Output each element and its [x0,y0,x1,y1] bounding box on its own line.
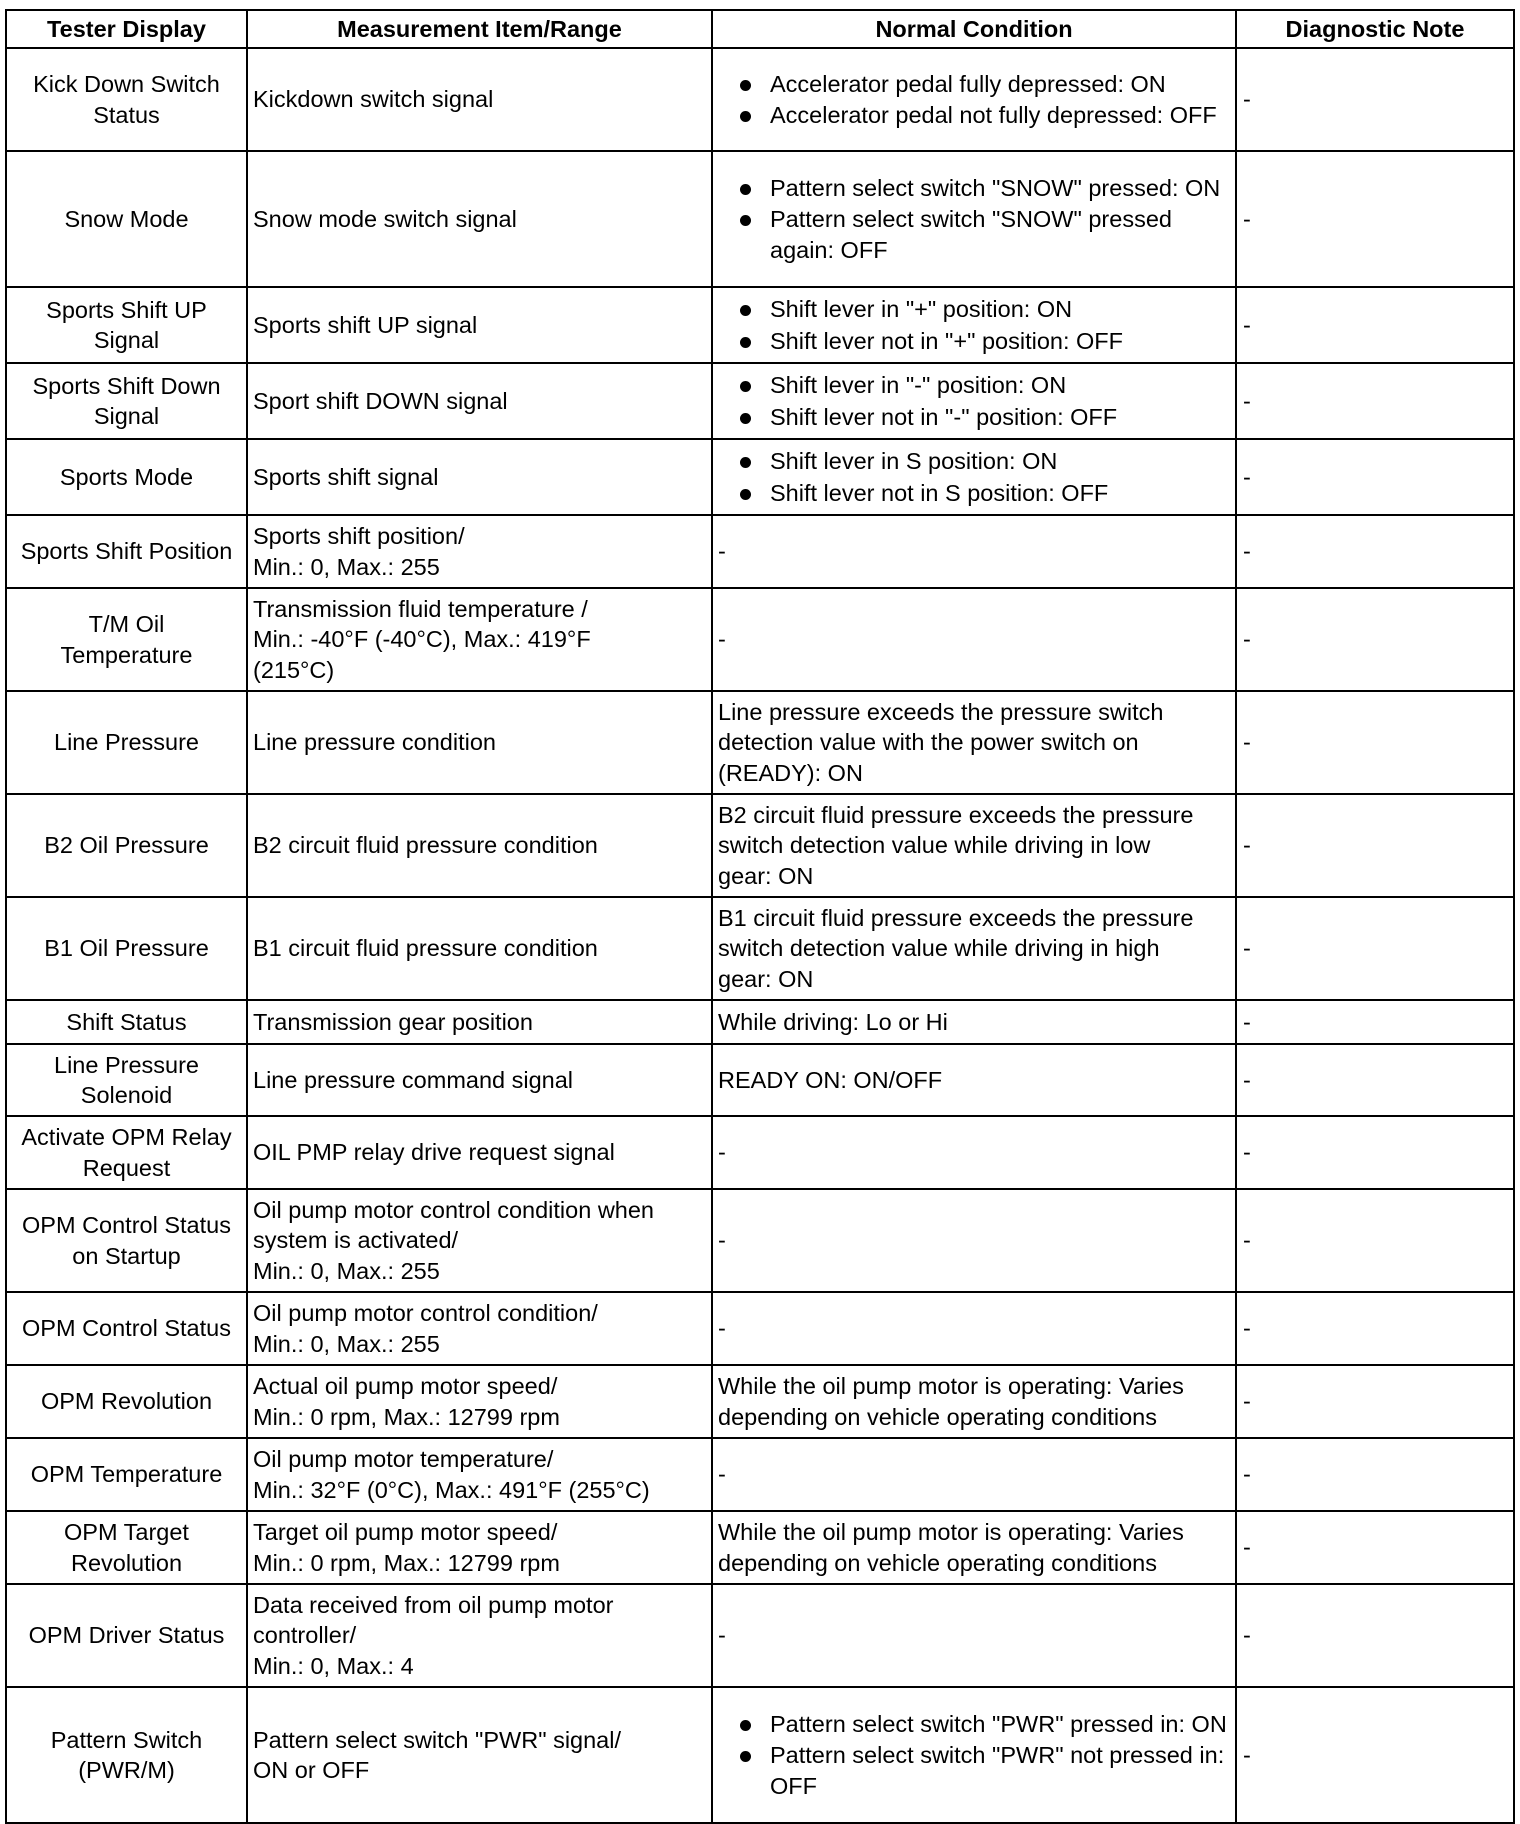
diagnostic-note-cell: - [1236,1189,1514,1292]
normal-condition-cell [712,1687,1236,1823]
condition-list-item: Pattern select switch "SNOW" pressed: ON [718,173,1230,203]
table-row [6,287,1514,363]
table-row [6,1292,1514,1365]
diagnostic-note-cell: - [1236,48,1514,151]
tester-display-cell: Activate OPM Relay Request [6,1116,247,1189]
measurement-cell: Target oil pump motor speed/ Min.: 0 rpm, Max.: 12799 rpm [247,1511,712,1584]
measurement-cell: Oil pump motor temperature/ Min.: 32°F (0°C), Max.: 491°F (255°C) [247,1438,712,1511]
condition-list-item: Pattern select switch "PWR" pressed in: ON [718,1709,1230,1739]
diagnostic-note-cell: - [1236,363,1514,439]
measurement-cell: Kickdown switch signal [247,48,712,151]
condition-list-item: Pattern select switch "PWR" not pressed in: OFF [718,1740,1230,1800]
table-row [6,1687,1514,1823]
condition-list-item: Shift lever not in "+" position: OFF [718,326,1230,356]
table-row [6,515,1514,588]
condition-list-item: Accelerator pedal fully depressed: ON [718,69,1230,99]
diagnostic-note-cell: - [1236,691,1514,794]
diagnostic-note-cell: - [1236,151,1514,287]
condition-list-item: Accelerator pedal not fully depressed: OFF [718,100,1230,130]
measurement-cell: Snow mode switch signal [247,151,712,287]
measurement-cell: OIL PMP relay drive request signal [247,1116,712,1189]
table-row [6,48,1514,151]
table-row [6,363,1514,439]
diagnostic-note-cell: - [1236,1584,1514,1687]
tester-display-cell: OPM Target Revolution [6,1511,247,1584]
tester-display-cell: Pattern Switch (PWR/M) [6,1687,247,1823]
diagnostic-note-cell: - [1236,1365,1514,1438]
condition-list-item: Shift lever in "-" position: ON [718,370,1230,400]
diagnostic-note-cell: - [1236,794,1514,897]
diagnostic-note-cell: - [1236,1511,1514,1584]
tester-display-cell: Sports Shift Down Signal [6,363,247,439]
measurement-cell: B1 circuit fluid pressure condition [247,897,712,1000]
tester-display-cell: Line Pressure [6,691,247,794]
tester-display-cell: OPM Control Status on Startup [6,1189,247,1292]
condition-list-item: Shift lever not in S position: OFF [718,478,1230,508]
table-row [6,588,1514,691]
tester-display-cell: T/M Oil Temperature [6,588,247,691]
header-measurement-item: Measurement Item/Range [247,10,712,48]
measurement-cell: Sports shift UP signal [247,287,712,363]
condition-list [718,370,1230,431]
normal-condition-cell: While driving: Lo or Hi [712,1000,1236,1044]
table-body [6,48,1514,1823]
normal-condition-cell: READY ON: ON/OFF [712,1044,1236,1116]
table-row [6,1044,1514,1116]
diagnostic-note-cell: - [1236,287,1514,363]
normal-condition-cell: Line pressure exceeds the pressure switch detection value with the power switch on (READY): ON [712,691,1236,794]
diagnostic-note-cell: - [1236,1000,1514,1044]
measurement-cell: Line pressure command signal [247,1044,712,1116]
table-row [6,151,1514,287]
table-row [6,794,1514,897]
normal-condition-cell: B1 circuit fluid pressure exceeds the pressure switch detection value while driving in high gear: ON [712,897,1236,1000]
condition-list [718,294,1230,355]
tester-display-cell: B1 Oil Pressure [6,897,247,1000]
tester-display-cell: OPM Control Status [6,1292,247,1365]
normal-condition-cell: - [712,1292,1236,1365]
tester-display-cell: Snow Mode [6,151,247,287]
normal-condition-cell [712,363,1236,439]
normal-condition-cell [712,287,1236,363]
tester-display-cell: OPM Revolution [6,1365,247,1438]
table-row [6,1189,1514,1292]
tester-display-cell: Shift Status [6,1000,247,1044]
diagnostic-note-cell: - [1236,1687,1514,1823]
measurement-cell: Data received from oil pump motor controller/ Min.: 0, Max.: 4 [247,1584,712,1687]
measurement-cell: Oil pump motor control condition/ Min.: 0, Max.: 255 [247,1292,712,1365]
tester-display-cell: OPM Temperature [6,1438,247,1511]
normal-condition-cell [712,48,1236,151]
data-table [5,9,1515,1824]
condition-list [718,1709,1230,1800]
measurement-cell: Actual oil pump motor speed/ Min.: 0 rpm, Max.: 12799 rpm [247,1365,712,1438]
measurement-cell: Oil pump motor control condition when system is activated/ Min.: 0, Max.: 255 [247,1189,712,1292]
tester-display-cell: Sports Shift UP Signal [6,287,247,363]
table-row [6,439,1514,515]
table-row [6,1116,1514,1189]
normal-condition-cell: - [712,1189,1236,1292]
normal-condition-cell: - [712,1438,1236,1511]
table-row [6,897,1514,1000]
diagnostic-note-cell: - [1236,1438,1514,1511]
condition-list [718,69,1230,130]
condition-list-item: Shift lever in "+" position: ON [718,294,1230,324]
diagnostic-note-cell: - [1236,897,1514,1000]
condition-list [718,446,1230,507]
measurement-cell: Sports shift signal [247,439,712,515]
normal-condition-cell: B2 circuit fluid pressure exceeds the pressure switch detection value while driving in low gear: ON [712,794,1236,897]
table-row [6,1000,1514,1044]
normal-condition-cell: While the oil pump motor is operating: Varies depending on vehicle operating conditions [712,1511,1236,1584]
normal-condition-cell: - [712,515,1236,588]
measurement-cell: Transmission fluid temperature / Min.: -40°F (-40°C), Max.: 419°F (215°C) [247,588,712,691]
normal-condition-cell [712,439,1236,515]
table-row [6,1438,1514,1511]
diagnostic-note-cell: - [1236,1116,1514,1189]
diagnostic-note-cell: - [1236,588,1514,691]
normal-condition-cell: While the oil pump motor is operating: Varies depending on vehicle operating conditions [712,1365,1236,1438]
tester-display-cell: B2 Oil Pressure [6,794,247,897]
measurement-cell: Sport shift DOWN signal [247,363,712,439]
tester-display-cell: Line Pressure Solenoid [6,1044,247,1116]
measurement-cell: Pattern select switch "PWR" signal/ ON or OFF [247,1687,712,1823]
measurement-cell: Transmission gear position [247,1000,712,1044]
tester-display-cell: Kick Down Switch Status [6,48,247,151]
tester-display-cell: Sports Mode [6,439,247,515]
diagnostic-note-cell: - [1236,1044,1514,1116]
header-tester-display: Tester Display [6,10,247,48]
table-row [6,1511,1514,1584]
measurement-cell: B2 circuit fluid pressure condition [247,794,712,897]
header-normal-condition: Normal Condition [712,10,1236,48]
table-row [6,1365,1514,1438]
header-diagnostic-note: Diagnostic Note [1236,10,1514,48]
normal-condition-cell [712,151,1236,287]
table-row [6,1584,1514,1687]
diagnostic-note-cell: - [1236,1292,1514,1365]
condition-list-item: Shift lever in S position: ON [718,446,1230,476]
condition-list-item: Shift lever not in "-" position: OFF [718,402,1230,432]
normal-condition-cell: - [712,1584,1236,1687]
tester-display-cell: OPM Driver Status [6,1584,247,1687]
normal-condition-cell: - [712,588,1236,691]
tester-display-cell: Sports Shift Position [6,515,247,588]
measurement-cell: Line pressure condition [247,691,712,794]
condition-list [718,173,1230,264]
normal-condition-cell: - [712,1116,1236,1189]
measurement-cell: Sports shift position/ Min.: 0, Max.: 255 [247,515,712,588]
diagnostic-note-cell: - [1236,439,1514,515]
condition-list-item: Pattern select switch "SNOW" pressed again: OFF [718,204,1230,264]
header-row [6,10,1514,48]
diagnostic-note-cell: - [1236,515,1514,588]
table-row [6,691,1514,794]
